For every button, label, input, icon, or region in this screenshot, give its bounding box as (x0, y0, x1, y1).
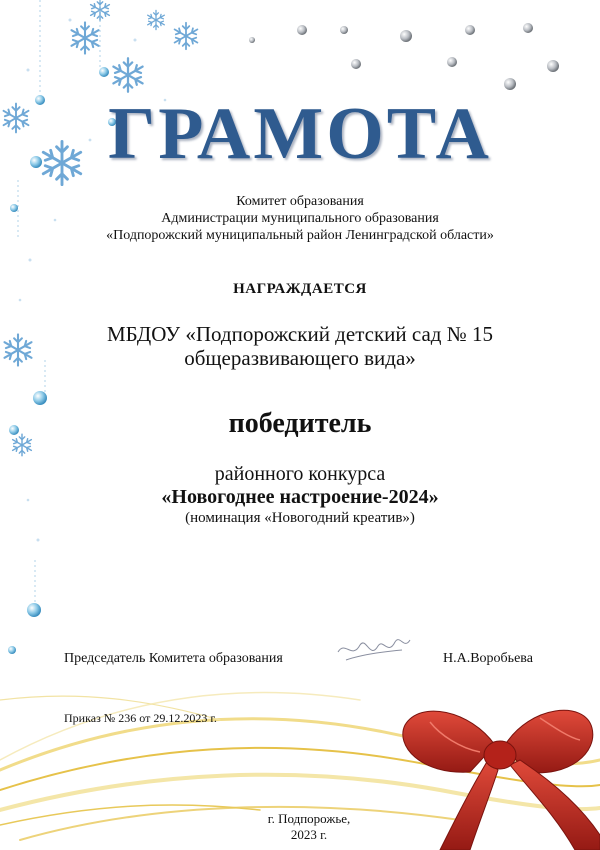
order-reference: Приказ № 236 от 29.12.2023 г. (64, 711, 217, 725)
issuer-line: Администрации муниципального образования (161, 211, 439, 226)
recipient-line: общеразвивающего вида» (184, 346, 416, 370)
date-line: 2023 г. (290, 827, 328, 842)
contest-block (0, 463, 600, 528)
bow-icon (403, 710, 600, 850)
signatory-name: Н.А.Воробьева (443, 651, 533, 666)
awarded-heading: НАГРАЖДАЕТСЯ (233, 281, 367, 297)
issuer-line: «Подпорожский муниципальный район Ленинградской области» (106, 228, 494, 243)
place-line: г. Подпорожье, (267, 811, 351, 826)
place-date (249, 811, 369, 843)
signature-scribble (338, 640, 410, 660)
recipient-line: МБДОУ «Подпорожский детский сад № 15 (106, 322, 493, 346)
ornament-ball-icon (249, 23, 559, 90)
contest-nomination: (номинация «Новогодний креатив») (185, 510, 415, 526)
signatory-position: Председатель Комитета образования (64, 651, 283, 666)
award-title: победитель (228, 408, 372, 439)
document-title: ГРАМОТА (108, 93, 492, 175)
contest-line: районного конкурса (214, 463, 386, 485)
issuer-block (0, 193, 600, 244)
contest-name: «Новогоднее настроение-2024» (161, 486, 439, 508)
recipient-block (0, 322, 600, 370)
issuer-line: Комитет образования (236, 194, 364, 209)
